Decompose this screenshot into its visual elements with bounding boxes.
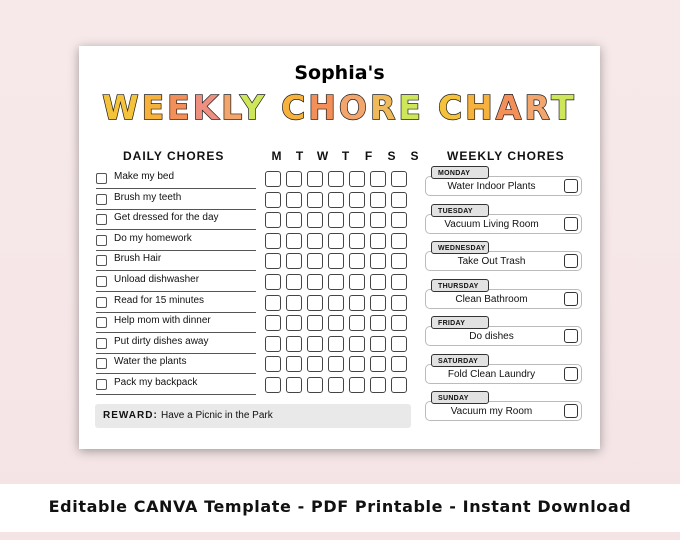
title-letter: Y xyxy=(240,88,268,127)
weekday-label: F xyxy=(364,149,373,163)
chore-chart-sheet xyxy=(79,46,600,449)
day-checkbox[interactable] xyxy=(307,192,323,208)
chore-checkbox[interactable] xyxy=(96,317,107,328)
day-checkbox[interactable] xyxy=(265,295,281,311)
day-checkbox[interactable] xyxy=(286,356,302,372)
day-checkbox[interactable] xyxy=(286,233,302,249)
weekly-chore-item xyxy=(425,204,582,240)
banner-text: Editable CANVA Template - PDF Printable - Instant Download xyxy=(48,497,632,516)
day-checkbox[interactable] xyxy=(349,295,365,311)
weekday-label: T xyxy=(295,149,304,163)
reward-value: Have a Picnic in the Park xyxy=(161,410,273,421)
day-checkbox[interactable] xyxy=(328,295,344,311)
day-checkbox[interactable] xyxy=(328,274,344,290)
daily-chore-row xyxy=(96,292,256,313)
day-checkbox[interactable] xyxy=(391,356,407,372)
day-checkbox[interactable] xyxy=(349,212,365,228)
day-checkbox[interactable] xyxy=(328,336,344,352)
day-checkbox[interactable] xyxy=(328,212,344,228)
weekday-checkbox-row xyxy=(265,336,412,352)
weekday-checkbox-row xyxy=(265,315,412,331)
day-checkbox[interactable] xyxy=(286,295,302,311)
day-checkbox[interactable] xyxy=(391,377,407,393)
title-letter: A xyxy=(495,88,525,127)
day-checkbox[interactable] xyxy=(370,336,386,352)
day-checkbox[interactable] xyxy=(265,274,281,290)
day-checkbox[interactable] xyxy=(286,315,302,331)
weekday-tab: TUESDAY xyxy=(431,204,489,217)
chore-checkbox[interactable] xyxy=(96,194,107,205)
day-checkbox[interactable] xyxy=(286,336,302,352)
daily-chore-row xyxy=(96,250,256,271)
day-checkbox[interactable] xyxy=(391,336,407,352)
day-checkbox[interactable] xyxy=(286,171,302,187)
chore-label: Pack my backpack xyxy=(114,377,198,388)
weekday-checkbox-row xyxy=(265,295,412,311)
child-name: Sophia's xyxy=(294,62,385,84)
weekly-task-label: Do dishes xyxy=(469,331,514,342)
day-checkbox[interactable] xyxy=(265,253,281,269)
weekly-task-checkbox[interactable] xyxy=(564,217,578,231)
day-checkbox[interactable] xyxy=(328,315,344,331)
daily-chore-row xyxy=(96,312,256,333)
weekly-chore-item xyxy=(425,166,582,202)
day-checkbox[interactable] xyxy=(286,377,302,393)
day-checkbox[interactable] xyxy=(265,212,281,228)
day-checkbox[interactable] xyxy=(370,192,386,208)
day-checkbox[interactable] xyxy=(328,192,344,208)
weekly-chore-item xyxy=(425,241,582,277)
chore-label: Get dressed for the day xyxy=(114,212,219,224)
weekday-checkbox-row xyxy=(265,212,412,228)
day-checkbox[interactable] xyxy=(307,274,323,290)
chore-label: Unload dishwasher xyxy=(114,274,200,285)
day-checkbox[interactable] xyxy=(391,171,407,187)
chore-label: Make my bed xyxy=(114,171,175,182)
title-letter: T xyxy=(551,88,577,127)
day-checkbox[interactable] xyxy=(328,356,344,372)
day-checkbox[interactable] xyxy=(370,377,386,393)
weekly-chore-item xyxy=(425,354,582,390)
weekday-checkbox-row xyxy=(265,274,412,290)
weekly-task-label: Vacuum my Room xyxy=(450,406,533,417)
chore-label: Water the plants xyxy=(114,356,187,368)
title-letter: H xyxy=(465,88,496,127)
weekday-label: S xyxy=(387,149,396,163)
reward-label: REWARD: xyxy=(103,410,158,421)
chore-checkbox[interactable] xyxy=(96,235,107,246)
weekday-label: W xyxy=(316,149,329,163)
weekly-task-label: Vacuum Living Room xyxy=(444,218,539,230)
day-checkbox[interactable] xyxy=(370,295,386,311)
day-checkbox[interactable] xyxy=(391,192,407,208)
title-letter: L xyxy=(221,88,241,127)
weekly-task-label: Water Indoor Plants xyxy=(447,181,536,192)
daily-chore-row xyxy=(96,353,256,374)
weekly-chore-item xyxy=(425,391,582,427)
day-checkbox[interactable] xyxy=(370,253,386,269)
day-checkbox[interactable] xyxy=(286,274,302,290)
title-letter: K xyxy=(192,88,222,127)
weekly-task-label: Fold Clean Laundry xyxy=(447,368,536,380)
day-checkbox[interactable] xyxy=(349,253,365,269)
weekday-checkbox-row xyxy=(265,171,412,187)
day-checkbox[interactable] xyxy=(349,274,365,290)
day-checkbox[interactable] xyxy=(265,171,281,187)
daily-chore-row xyxy=(96,230,256,251)
day-checkbox[interactable] xyxy=(307,212,323,228)
title-letter: E xyxy=(167,88,193,127)
weekday-tab: SUNDAY xyxy=(431,391,489,404)
day-checkbox[interactable] xyxy=(286,212,302,228)
chore-label: Do my homework xyxy=(114,232,192,244)
weekday-label: M xyxy=(271,149,282,163)
weekly-task-checkbox[interactable] xyxy=(564,329,578,343)
weekday-tab: FRIDAY xyxy=(431,316,489,329)
day-checkbox[interactable] xyxy=(349,233,365,249)
day-checkbox[interactable] xyxy=(349,356,365,372)
day-checkbox[interactable] xyxy=(286,253,302,269)
day-checkbox[interactable] xyxy=(265,356,281,372)
weekday-tab: THURSDAY xyxy=(431,279,489,292)
daily-chore-row xyxy=(96,333,256,354)
day-checkbox[interactable] xyxy=(349,377,365,393)
weekday-checkbox-row xyxy=(265,192,412,208)
day-checkbox[interactable] xyxy=(391,274,407,290)
weekly-task-checkbox[interactable] xyxy=(564,254,578,268)
day-checkbox[interactable] xyxy=(370,233,386,249)
day-checkbox[interactable] xyxy=(349,192,365,208)
day-checkbox[interactable] xyxy=(307,377,323,393)
day-checkbox[interactable] xyxy=(265,377,281,393)
day-checkbox[interactable] xyxy=(391,253,407,269)
day-checkbox[interactable] xyxy=(265,336,281,352)
chore-label: Brush Hair xyxy=(114,253,162,265)
weekly-task-label: Clean Bathroom xyxy=(455,293,528,305)
day-checkbox[interactable] xyxy=(328,253,344,269)
weekday-checkbox-row xyxy=(265,377,412,393)
chore-label: Put dirty dishes away xyxy=(114,335,209,347)
day-checkbox[interactable] xyxy=(265,233,281,249)
chore-checkbox[interactable] xyxy=(96,338,107,349)
day-checkbox[interactable] xyxy=(349,315,365,331)
weekly-chore-item xyxy=(425,316,582,352)
daily-chore-row xyxy=(96,168,256,189)
chore-checkbox[interactable] xyxy=(96,297,107,308)
day-checkbox[interactable] xyxy=(370,356,386,372)
chore-checkbox[interactable] xyxy=(96,173,107,184)
title-letter: H xyxy=(308,88,339,127)
weekly-chore-item xyxy=(425,279,582,315)
chore-checkbox[interactable] xyxy=(96,214,107,225)
weekday-checkbox-row xyxy=(265,233,412,249)
chore-checkbox[interactable] xyxy=(96,379,107,390)
day-checkbox[interactable] xyxy=(307,253,323,269)
weekday-checkbox-row xyxy=(265,253,412,269)
day-checkbox[interactable] xyxy=(265,315,281,331)
chore-checkbox[interactable] xyxy=(96,276,107,287)
day-checkbox[interactable] xyxy=(370,212,386,228)
title-letter: C xyxy=(437,88,466,127)
title-letter: E xyxy=(398,88,424,127)
chore-label: Help mom with dinner xyxy=(114,315,211,327)
chore-checkbox[interactable] xyxy=(96,255,107,266)
day-checkbox[interactable] xyxy=(307,356,323,372)
day-checkbox[interactable] xyxy=(349,171,365,187)
day-checkbox[interactable] xyxy=(307,233,323,249)
day-checkbox[interactable] xyxy=(391,315,407,331)
daily-chore-row xyxy=(96,189,256,210)
daily-chore-row xyxy=(96,374,256,395)
day-checkbox[interactable] xyxy=(391,295,407,311)
weekly-task-checkbox[interactable] xyxy=(564,292,578,306)
title-letter: R xyxy=(369,88,399,127)
day-checkbox[interactable] xyxy=(391,212,407,228)
chore-checkbox[interactable] xyxy=(96,358,107,369)
weekly-task-checkbox[interactable] xyxy=(564,404,578,418)
weekday-tab: MONDAY xyxy=(431,166,489,179)
day-checkbox[interactable] xyxy=(370,274,386,290)
day-checkbox[interactable] xyxy=(265,192,281,208)
day-checkbox[interactable] xyxy=(307,171,323,187)
day-checkbox[interactable] xyxy=(370,315,386,331)
day-checkbox[interactable] xyxy=(349,336,365,352)
title-letter: R xyxy=(524,88,552,127)
weekly-task-label: Take Out Trash xyxy=(457,256,526,267)
day-checkbox[interactable] xyxy=(307,315,323,331)
day-checkbox[interactable] xyxy=(370,171,386,187)
title-letter: C xyxy=(281,88,309,127)
daily-chore-row xyxy=(96,209,256,230)
title-letter: W xyxy=(102,88,142,127)
day-checkbox[interactable] xyxy=(286,192,302,208)
weekday-tab: WEDNESDAY xyxy=(431,241,489,254)
chore-label: Brush my teeth xyxy=(114,191,182,203)
chart-title xyxy=(79,88,600,128)
day-checkbox[interactable] xyxy=(328,171,344,187)
title-letter: O xyxy=(338,88,370,127)
daily-chores-header: DAILY CHORES xyxy=(123,149,225,163)
day-checkbox[interactable] xyxy=(328,377,344,393)
title-letter: E xyxy=(141,88,168,127)
weekly-task-checkbox[interactable] xyxy=(564,367,578,381)
day-checkbox[interactable] xyxy=(307,336,323,352)
weekday-label: S xyxy=(410,149,419,163)
day-checkbox[interactable] xyxy=(307,295,323,311)
reward-box xyxy=(95,404,411,428)
chore-label: Read for 15 minutes xyxy=(114,294,205,306)
day-checkbox[interactable] xyxy=(328,233,344,249)
weekday-header-row xyxy=(265,149,426,163)
weekly-task-checkbox[interactable] xyxy=(564,179,578,193)
weekday-label: T xyxy=(341,149,350,163)
weekday-checkbox-row xyxy=(265,356,412,372)
day-checkbox[interactable] xyxy=(391,233,407,249)
weekday-tab: SATURDAY xyxy=(431,354,489,367)
promo-banner xyxy=(0,484,680,532)
weekly-chores-header: WEEKLY CHORES xyxy=(447,149,565,163)
daily-chore-row xyxy=(96,271,256,292)
